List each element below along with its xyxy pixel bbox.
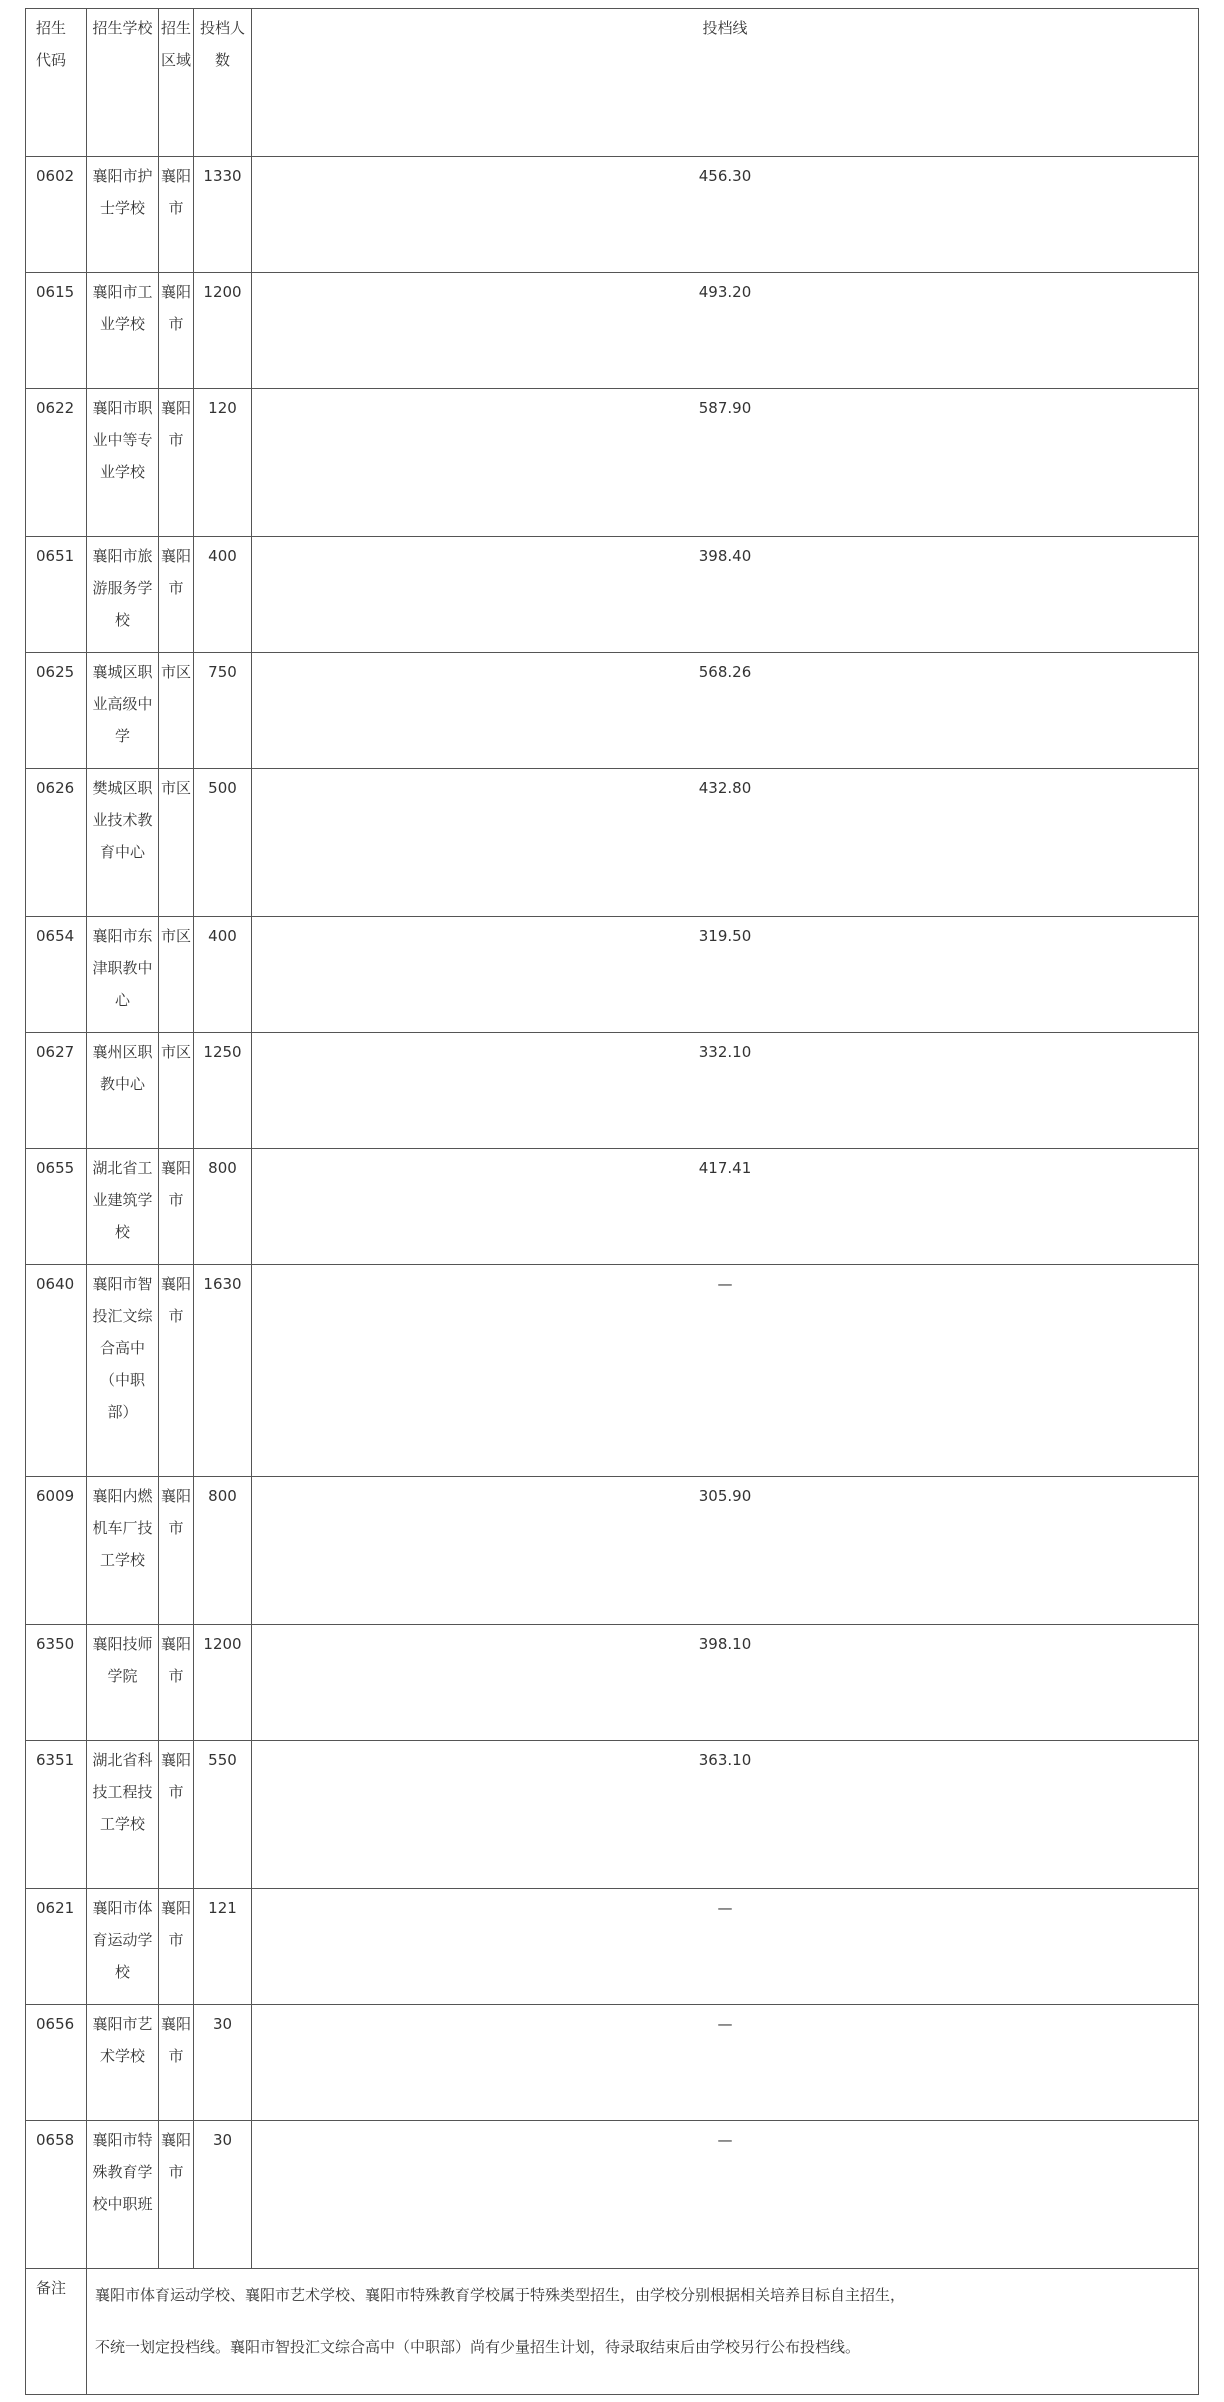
school-cell: 樊城区职业技术教育中心 <box>87 769 159 917</box>
admission-score-table <box>25 8 1199 2395</box>
code-cell: 6009 <box>26 1477 87 1625</box>
score-cell: 398.40 <box>252 537 1199 653</box>
count-cell: 800 <box>194 1477 252 1625</box>
count-cell: 1200 <box>194 273 252 389</box>
score-cell: 493.20 <box>252 273 1199 389</box>
school-cell: 襄阳市特殊教育学校中职班 <box>87 2121 159 2269</box>
table-row <box>26 273 1199 389</box>
header-score: 投档线 <box>252 9 1199 157</box>
score-cell: — <box>252 2005 1199 2121</box>
table-row <box>26 389 1199 537</box>
school-cell: 襄阳市旅游服务学校 <box>87 537 159 653</box>
header-code: 招生代码 <box>26 9 87 157</box>
code-cell: 0627 <box>26 1033 87 1149</box>
table-row <box>26 1889 1199 2005</box>
school-cell: 襄阳技师学院 <box>87 1625 159 1741</box>
count-cell: 121 <box>194 1889 252 2005</box>
score-cell: 432.80 <box>252 769 1199 917</box>
region-cell: 襄阳市 <box>159 273 194 389</box>
school-cell: 襄阳市职业中等专业学校 <box>87 389 159 537</box>
code-cell: 0658 <box>26 2121 87 2269</box>
table-row <box>26 1265 1199 1477</box>
code-cell: 0651 <box>26 537 87 653</box>
table-body <box>26 9 1199 2395</box>
region-cell: 市区 <box>159 769 194 917</box>
code-cell: 0625 <box>26 653 87 769</box>
table-row <box>26 2121 1199 2269</box>
count-cell: 1250 <box>194 1033 252 1149</box>
region-cell: 襄阳市 <box>159 537 194 653</box>
region-cell: 襄阳市 <box>159 389 194 537</box>
count-cell: 750 <box>194 653 252 769</box>
region-cell: 市区 <box>159 917 194 1033</box>
note-line1: 襄阳市体育运动学校、襄阳市艺术学校、襄阳市特殊教育学校属于特殊类型招生，由学校分别根据相关培养目标自主招生， <box>95 2286 906 2304</box>
school-cell: 襄阳市智投汇文综合高中（中职部） <box>87 1265 159 1477</box>
header-school: 招生学校 <box>87 9 159 157</box>
code-cell: 6350 <box>26 1625 87 1741</box>
score-cell: — <box>252 1265 1199 1477</box>
score-cell: 363.10 <box>252 1741 1199 1889</box>
region-cell: 市区 <box>159 653 194 769</box>
table-row <box>26 1625 1199 1741</box>
table-row <box>26 917 1199 1033</box>
school-cell: 襄阳市工业学校 <box>87 273 159 389</box>
table-row <box>26 1033 1199 1149</box>
count-cell: 800 <box>194 1149 252 1265</box>
note-line2: 不统一划定投档线。襄阳市智投汇文综合高中（中职部）尚有少量招生计划，待录取结束后由学校另行公布投档线。 <box>95 2338 861 2356</box>
region-cell: 襄阳市 <box>159 1149 194 1265</box>
region-cell: 襄阳市 <box>159 1625 194 1741</box>
score-cell: — <box>252 2121 1199 2269</box>
table-row <box>26 157 1199 273</box>
code-cell: 0602 <box>26 157 87 273</box>
table-row <box>26 1741 1199 1889</box>
region-cell: 襄阳市 <box>159 2121 194 2269</box>
score-cell: 332.10 <box>252 1033 1199 1149</box>
count-cell: 1200 <box>194 1625 252 1741</box>
score-cell: 587.90 <box>252 389 1199 537</box>
count-cell: 500 <box>194 769 252 917</box>
table-row <box>26 537 1199 653</box>
school-cell: 湖北省科技工程技工学校 <box>87 1741 159 1889</box>
school-cell: 襄阳市体育运动学校 <box>87 1889 159 2005</box>
score-cell: 305.90 <box>252 1477 1199 1625</box>
school-cell: 襄城区职业高级中学 <box>87 653 159 769</box>
code-cell: 0654 <box>26 917 87 1033</box>
region-cell: 市区 <box>159 1033 194 1149</box>
school-cell: 襄阳市护士学校 <box>87 157 159 273</box>
header-row <box>26 9 1199 157</box>
count-cell: 1630 <box>194 1265 252 1477</box>
table-row <box>26 2005 1199 2121</box>
count-cell: 1330 <box>194 157 252 273</box>
score-cell: 568.26 <box>252 653 1199 769</box>
region-cell: 襄阳市 <box>159 1265 194 1477</box>
region-cell: 襄阳市 <box>159 157 194 273</box>
count-cell: 30 <box>194 2005 252 2121</box>
school-cell: 襄州区职教中心 <box>87 1033 159 1149</box>
score-cell: 319.50 <box>252 917 1199 1033</box>
score-cell: 398.10 <box>252 1625 1199 1741</box>
count-cell: 550 <box>194 1741 252 1889</box>
region-cell: 襄阳市 <box>159 1741 194 1889</box>
table-row <box>26 1149 1199 1265</box>
code-cell: 6351 <box>26 1741 87 1889</box>
school-cell: 襄阳内燃机车厂技工学校 <box>87 1477 159 1625</box>
code-cell: 0615 <box>26 273 87 389</box>
code-cell: 0655 <box>26 1149 87 1265</box>
code-cell: 0626 <box>26 769 87 917</box>
region-cell: 襄阳市 <box>159 1477 194 1625</box>
score-cell: — <box>252 1889 1199 2005</box>
code-cell: 0640 <box>26 1265 87 1477</box>
table-row <box>26 653 1199 769</box>
count-cell: 400 <box>194 917 252 1033</box>
table-row <box>26 769 1199 917</box>
table-row <box>26 1477 1199 1625</box>
code-cell: 0622 <box>26 389 87 537</box>
school-cell: 襄阳市东津职教中心 <box>87 917 159 1033</box>
school-cell: 襄阳市艺术学校 <box>87 2005 159 2121</box>
region-cell: 襄阳市 <box>159 2005 194 2121</box>
code-cell: 0656 <box>26 2005 87 2121</box>
header-count: 投档人数 <box>194 9 252 157</box>
school-cell: 湖北省工业建筑学校 <box>87 1149 159 1265</box>
count-cell: 400 <box>194 537 252 653</box>
note-text <box>87 2269 1199 2395</box>
score-cell: 456.30 <box>252 157 1199 273</box>
count-cell: 120 <box>194 389 252 537</box>
code-cell: 0621 <box>26 1889 87 2005</box>
note-label: 备注 <box>26 2269 87 2395</box>
note-row <box>26 2269 1199 2395</box>
count-cell: 30 <box>194 2121 252 2269</box>
region-cell: 襄阳市 <box>159 1889 194 2005</box>
header-region: 招生区域 <box>159 9 194 157</box>
score-cell: 417.41 <box>252 1149 1199 1265</box>
